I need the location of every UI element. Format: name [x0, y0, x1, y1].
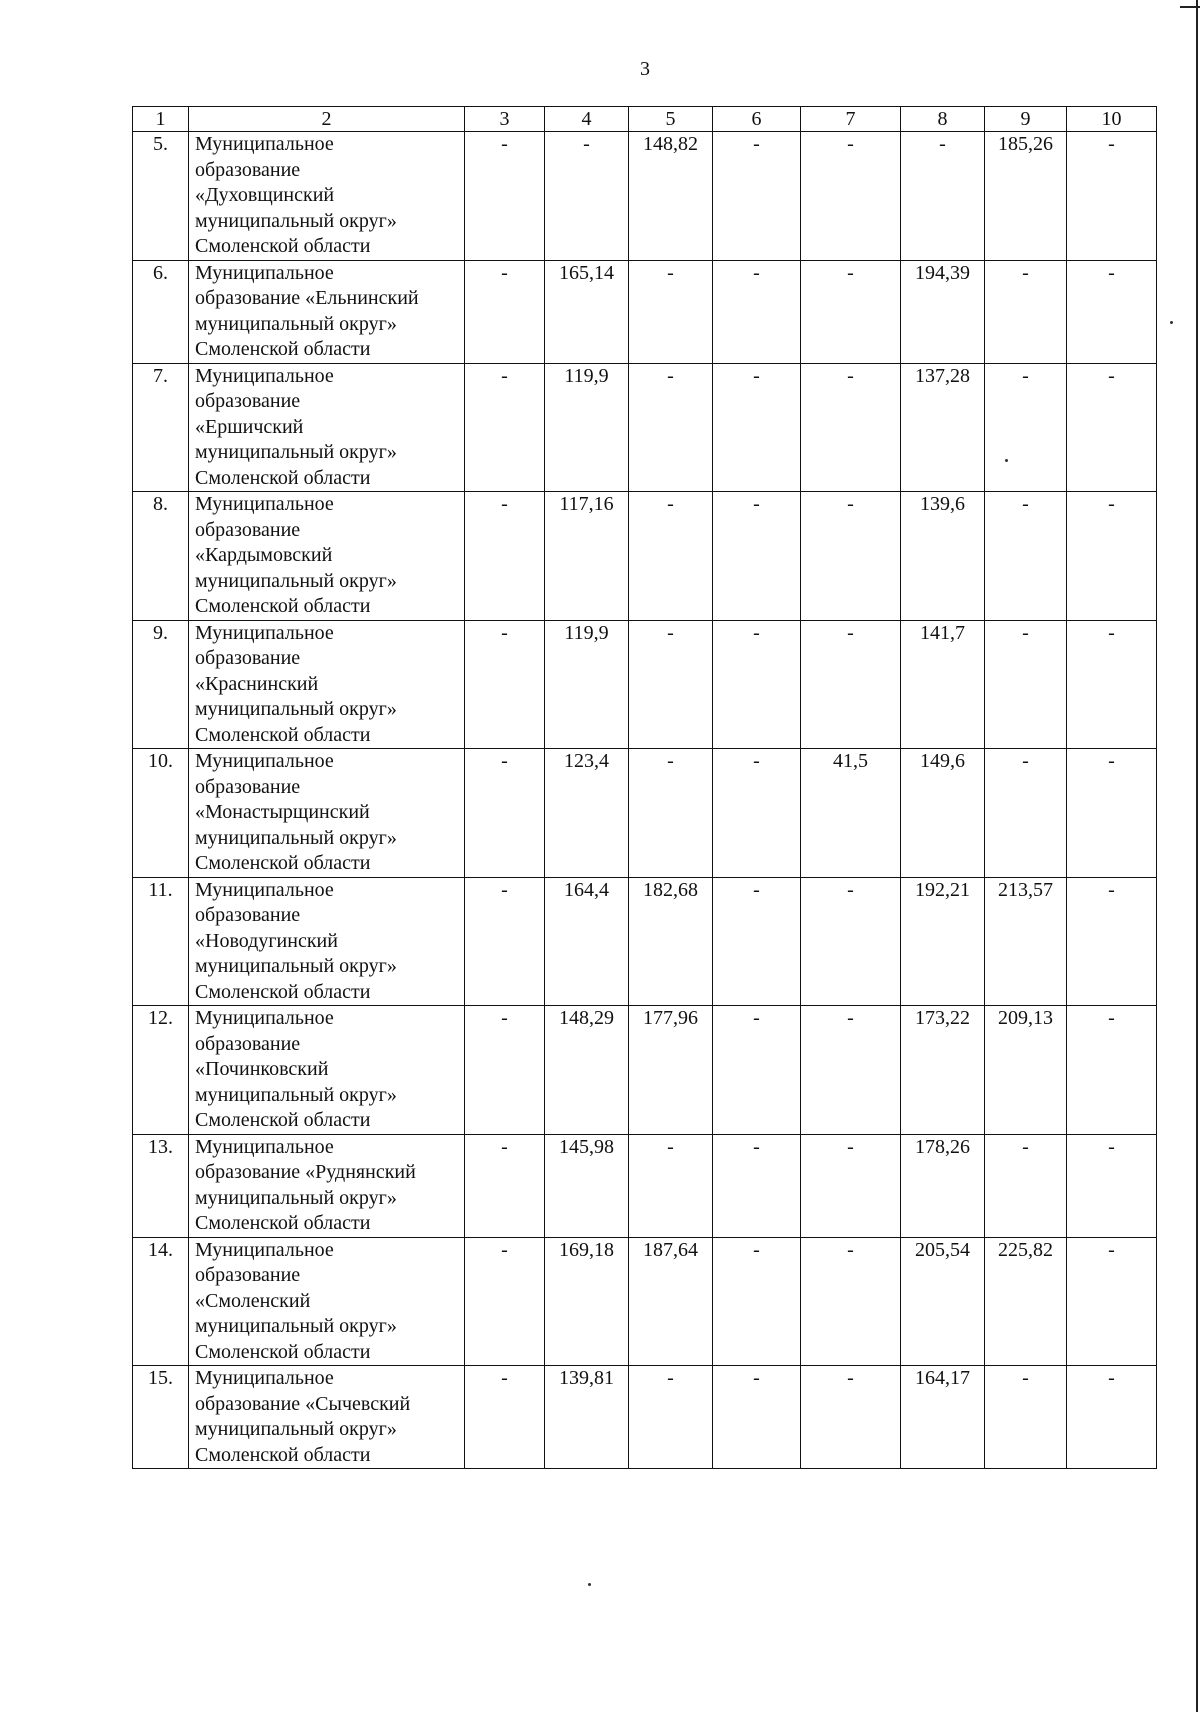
row-number: 9.: [133, 620, 189, 749]
value-cell-col-3: -: [465, 620, 545, 749]
value-cell-col-7: -: [801, 620, 901, 749]
value-cell-col-7: -: [801, 1006, 901, 1135]
column-header-3: 3: [465, 107, 545, 132]
value-cell-col-3: -: [465, 363, 545, 492]
column-number-row: [133, 107, 1157, 132]
value-cell-col-4: -: [545, 132, 629, 261]
table-row: [133, 1006, 1157, 1135]
municipality-name-line: Муниципальное: [195, 1238, 334, 1261]
value-cell-col-4: 164,4: [545, 877, 629, 1006]
column-header-7: 7: [801, 107, 901, 132]
value-cell-col-5: -: [629, 1134, 713, 1237]
value-cell-col-4: 165,14: [545, 260, 629, 363]
value-cell-col-9: -: [985, 620, 1067, 749]
value-cell-col-9: -: [985, 1134, 1067, 1237]
municipality-name-line: муниципальный округ»: [195, 209, 397, 232]
municipality-name-line: образование: [195, 775, 301, 798]
municipality-name-line: муниципальный округ»: [195, 1083, 397, 1106]
table-row: [133, 1134, 1157, 1237]
value-cell-col-7: -: [801, 1237, 901, 1366]
value-cell-col-10: -: [1067, 1006, 1157, 1135]
municipality-name-line: Муниципальное: [195, 1007, 334, 1029]
municipality-name-line: муниципальный округ»: [195, 955, 397, 977]
municipality-name-line: образование: [195, 390, 301, 412]
value-cell-col-6: -: [713, 260, 801, 363]
municipality-name-line: муниципальный округ»: [195, 1315, 397, 1337]
column-header-2: 2: [189, 107, 465, 132]
municipality-name-line: «Духовщинский: [195, 184, 335, 206]
value-cell-col-6: -: [713, 132, 801, 261]
value-cell-col-6: -: [713, 1237, 801, 1366]
table-row: [133, 620, 1157, 749]
municipality-name-line: Смоленской области: [195, 980, 371, 1003]
value-cell-col-8: 137,28: [901, 363, 985, 492]
value-cell-col-6: -: [713, 620, 801, 749]
municipality-name-line: образование: [195, 518, 301, 541]
municipality-name: [189, 260, 465, 363]
value-cell-col-9: -: [985, 492, 1067, 621]
value-cell-col-5: -: [629, 363, 713, 492]
table-row: [133, 1366, 1157, 1469]
value-cell-col-9: 225,82: [985, 1237, 1067, 1366]
scan-speck: [1170, 321, 1173, 324]
value-cell-col-7: -: [801, 492, 901, 621]
value-cell-col-6: -: [713, 492, 801, 621]
value-cell-col-3: -: [465, 749, 545, 878]
municipality-name-line: муниципальный округ»: [195, 698, 397, 720]
value-cell-col-9: -: [985, 260, 1067, 363]
column-header-1: 1: [133, 107, 189, 132]
value-cell-col-7: -: [801, 1134, 901, 1237]
column-header-10: 10: [1067, 107, 1157, 132]
municipality-name: [189, 1366, 465, 1469]
value-cell-col-7: -: [801, 1366, 901, 1469]
municipality-name-line: Муниципальное: [195, 133, 334, 155]
scan-edge-line: [1196, 0, 1198, 1712]
municipality-name-line: «Новодугинский: [195, 929, 338, 952]
municipality-name-line: муниципальный округ»: [195, 569, 397, 592]
table-row: [133, 1237, 1157, 1366]
municipality-name-line: образование «Руднянский: [195, 1161, 416, 1183]
municipality-name: [189, 1134, 465, 1237]
value-cell-col-8: -: [901, 132, 985, 261]
municipality-name-line: образование «Ельнинский: [195, 287, 419, 309]
municipality-name-line: Муниципальное: [195, 493, 334, 515]
municipality-name: [189, 1237, 465, 1366]
municipality-name-line: Муниципальное: [195, 878, 334, 901]
value-cell-col-5: -: [629, 1366, 713, 1469]
table-row: [133, 132, 1157, 261]
municipality-name-line: Муниципальное: [195, 261, 334, 284]
page-number: 3: [640, 58, 650, 80]
municipality-name: [189, 492, 465, 621]
municipality-name-line: Муниципальное: [195, 750, 334, 772]
value-cell-col-7: -: [801, 260, 901, 363]
value-cell-col-9: 209,13: [985, 1006, 1067, 1135]
value-cell-col-3: -: [465, 1366, 545, 1469]
row-number: 8.: [133, 492, 189, 621]
value-cell-col-4: 123,4: [545, 749, 629, 878]
value-cell-col-9: -: [985, 1366, 1067, 1469]
value-cell-col-5: -: [629, 492, 713, 621]
value-cell-col-3: -: [465, 877, 545, 1006]
value-cell-col-9: -: [985, 363, 1067, 492]
value-cell-col-3: -: [465, 132, 545, 261]
value-cell-col-5: 182,68: [629, 877, 713, 1006]
column-header-8: 8: [901, 107, 985, 132]
column-header-5: 5: [629, 107, 713, 132]
municipality-name-line: муниципальный округ»: [195, 1418, 397, 1440]
value-cell-col-9: -: [985, 749, 1067, 878]
value-cell-col-10: -: [1067, 363, 1157, 492]
value-cell-col-7: 41,5: [801, 749, 901, 878]
value-cell-col-3: -: [465, 492, 545, 621]
municipality-name-line: образование «Сычевский: [195, 1392, 411, 1415]
municipality-name-line: Муниципальное: [195, 621, 334, 644]
value-cell-col-6: -: [713, 877, 801, 1006]
row-number: 6.: [133, 260, 189, 363]
value-cell-col-8: 149,6: [901, 749, 985, 878]
row-number: 7.: [133, 363, 189, 492]
value-cell-col-4: 145,98: [545, 1134, 629, 1237]
value-cell-col-10: -: [1067, 1366, 1157, 1469]
value-cell-col-5: -: [629, 620, 713, 749]
municipality-name-line: образование: [195, 904, 301, 926]
row-number: 13.: [133, 1134, 189, 1237]
value-cell-col-7: -: [801, 132, 901, 261]
value-cell-col-10: -: [1067, 132, 1157, 261]
tariff-table: [132, 106, 1157, 1469]
municipality-name-line: «Ершичский: [195, 415, 304, 438]
value-cell-col-8: 141,7: [901, 620, 985, 749]
value-cell-col-7: -: [801, 363, 901, 492]
value-cell-col-5: -: [629, 260, 713, 363]
municipality-name-line: Смоленской области: [195, 595, 371, 617]
row-number: 10.: [133, 749, 189, 878]
municipality-name-line: Смоленской области: [195, 1109, 371, 1131]
value-cell-col-8: 173,22: [901, 1006, 985, 1135]
value-cell-col-5: 148,82: [629, 132, 713, 261]
value-cell-col-8: 205,54: [901, 1237, 985, 1366]
municipality-name-line: образование: [195, 158, 301, 181]
table-row: [133, 877, 1157, 1006]
table-row: [133, 363, 1157, 492]
municipality-name-line: «Кардымовский: [195, 544, 333, 566]
value-cell-col-5: 187,64: [629, 1237, 713, 1366]
value-cell-col-10: -: [1067, 1237, 1157, 1366]
municipality-name-line: Муниципальное: [195, 364, 334, 387]
value-cell-col-8: 139,6: [901, 492, 985, 621]
municipality-name: [189, 749, 465, 878]
table-row: [133, 492, 1157, 621]
value-cell-col-10: -: [1067, 877, 1157, 1006]
value-cell-col-8: 194,39: [901, 260, 985, 363]
value-cell-col-4: 119,9: [545, 363, 629, 492]
value-cell-col-4: 169,18: [545, 1237, 629, 1366]
municipality-name-line: образование: [195, 647, 301, 669]
value-cell-col-3: -: [465, 260, 545, 363]
value-cell-col-8: 192,21: [901, 877, 985, 1006]
value-cell-col-3: -: [465, 1006, 545, 1135]
value-cell-col-5: 177,96: [629, 1006, 713, 1135]
value-cell-col-4: 119,9: [545, 620, 629, 749]
value-cell-col-10: -: [1067, 620, 1157, 749]
municipality-name-line: образование: [195, 1032, 301, 1055]
value-cell-col-3: -: [465, 1237, 545, 1366]
value-cell-col-7: -: [801, 877, 901, 1006]
row-number: 15.: [133, 1366, 189, 1469]
table-row: [133, 749, 1157, 878]
value-cell-col-8: 178,26: [901, 1134, 985, 1237]
value-cell-col-6: -: [713, 749, 801, 878]
municipality-name-line: «Монастырщинский: [195, 801, 370, 823]
municipality-name-line: Смоленской области: [195, 852, 371, 874]
municipality-name-line: Смоленской области: [195, 723, 371, 746]
municipality-name-line: «Починковский: [195, 1058, 329, 1080]
value-cell-col-5: -: [629, 749, 713, 878]
value-cell-col-10: -: [1067, 1134, 1157, 1237]
value-cell-col-9: 185,26: [985, 132, 1067, 261]
column-header-9: 9: [985, 107, 1067, 132]
municipality-name-line: Муниципальное: [195, 1367, 334, 1389]
table-row: [133, 260, 1157, 363]
value-cell-col-4: 117,16: [545, 492, 629, 621]
municipality-name: [189, 132, 465, 261]
municipality-name-line: муниципальный округ»: [195, 826, 397, 849]
municipality-name-line: Смоленской области: [195, 338, 371, 360]
value-cell-col-3: -: [465, 1134, 545, 1237]
scan-edge-mark: [1180, 6, 1200, 8]
value-cell-col-9: 213,57: [985, 877, 1067, 1006]
municipality-name-line: «Краснинский: [195, 672, 319, 695]
municipality-name-line: «Смоленский: [195, 1289, 311, 1312]
municipality-name-line: Смоленской области: [195, 1340, 371, 1363]
row-number: 5.: [133, 132, 189, 261]
value-cell-col-4: 148,29: [545, 1006, 629, 1135]
row-number: 11.: [133, 877, 189, 1006]
municipality-name: [189, 620, 465, 749]
value-cell-col-6: -: [713, 1366, 801, 1469]
value-cell-col-6: -: [713, 363, 801, 492]
column-header-4: 4: [545, 107, 629, 132]
scan-speck: [588, 1583, 591, 1586]
municipality-name-line: образование: [195, 1264, 301, 1286]
municipality-name-line: Смоленской области: [195, 235, 371, 257]
municipality-name-line: Смоленской области: [195, 1212, 371, 1234]
value-cell-col-8: 164,17: [901, 1366, 985, 1469]
municipality-name-line: муниципальный округ»: [195, 441, 397, 463]
municipality-name-line: Муниципальное: [195, 1135, 334, 1158]
row-number: 12.: [133, 1006, 189, 1135]
value-cell-col-6: -: [713, 1134, 801, 1237]
municipality-name: [189, 877, 465, 1006]
municipality-name-line: муниципальный округ»: [195, 1186, 397, 1209]
municipality-name-line: муниципальный округ»: [195, 312, 397, 335]
table-body: [133, 132, 1157, 1469]
value-cell-col-6: -: [713, 1006, 801, 1135]
value-cell-col-10: -: [1067, 260, 1157, 363]
municipality-name: [189, 363, 465, 492]
value-cell-col-10: -: [1067, 749, 1157, 878]
municipality-name-line: Смоленской области: [195, 1443, 371, 1466]
municipality-name: [189, 1006, 465, 1135]
column-header-6: 6: [713, 107, 801, 132]
value-cell-col-10: -: [1067, 492, 1157, 621]
row-number: 14.: [133, 1237, 189, 1366]
value-cell-col-4: 139,81: [545, 1366, 629, 1469]
municipality-name-line: Смоленской области: [195, 466, 371, 489]
